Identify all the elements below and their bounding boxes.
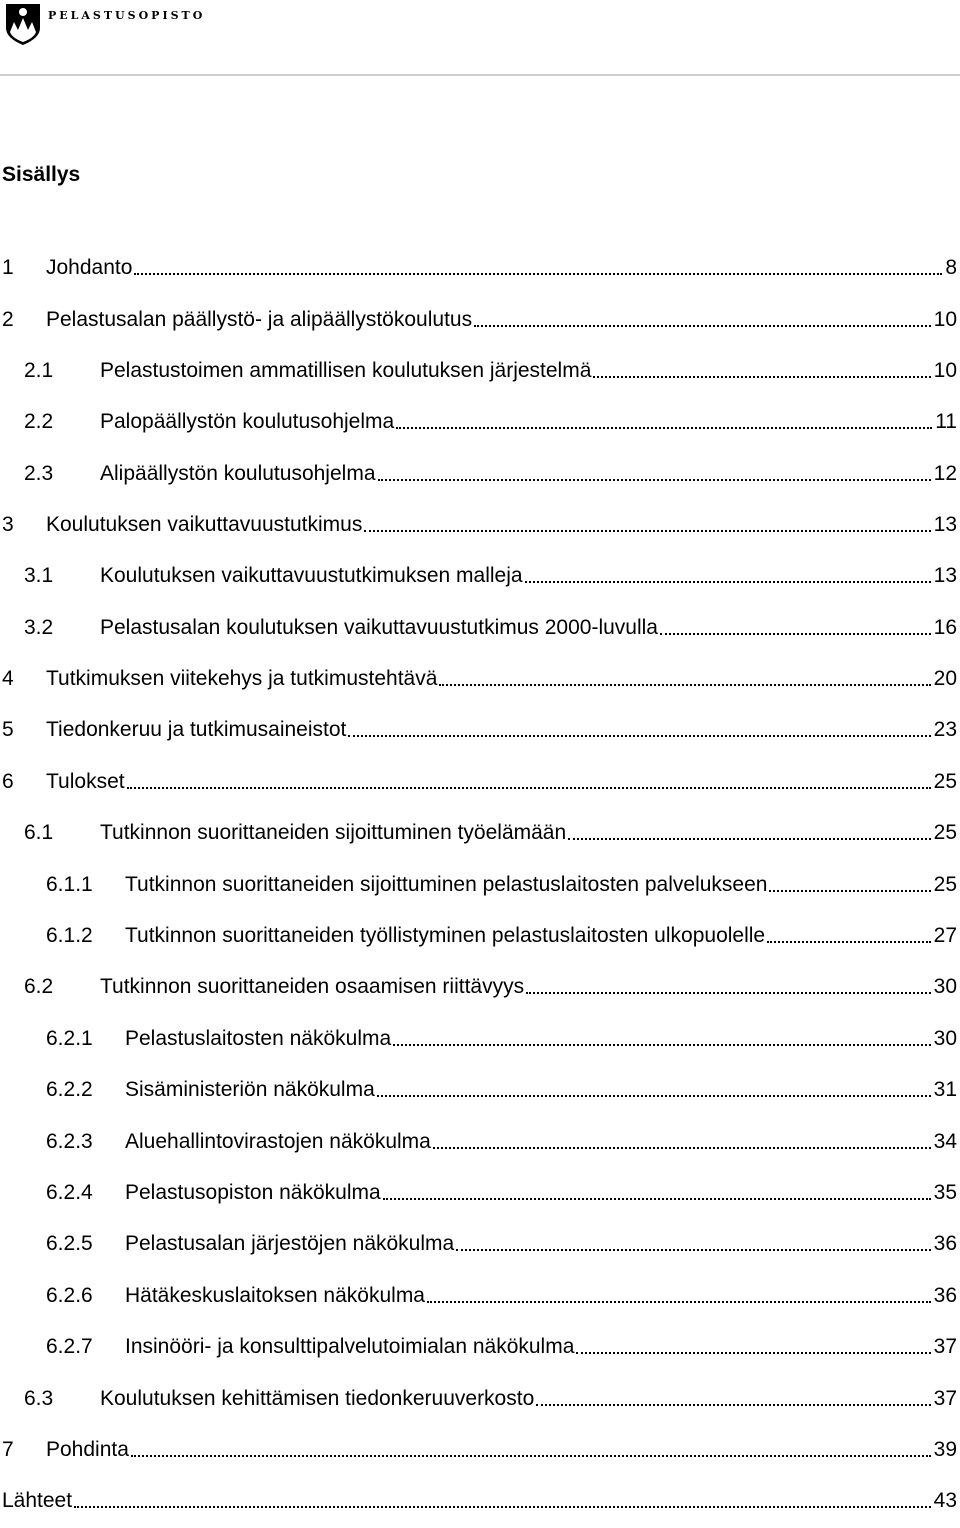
toc-entry-title: Tiedonkeruu ja tutkimusaineistot	[46, 715, 348, 745]
toc-entry-title: Pelastustoimen ammatillisen koulutuksen järjestelmä	[100, 356, 593, 386]
toc-entry-page: 43	[931, 1486, 957, 1516]
toc-entry-number: 6.2.6	[46, 1284, 93, 1307]
dot-leader	[427, 1281, 931, 1303]
toc-entry-page: 30	[931, 972, 957, 1002]
toc-entry-page: 11	[932, 407, 957, 437]
dot-leader	[660, 613, 931, 635]
dot-leader	[433, 1127, 931, 1149]
toc-entry-page: 30	[931, 1024, 957, 1054]
logo-text: PELASTUSOPISTO	[48, 9, 206, 22]
toc-entry-page: 13	[931, 561, 957, 591]
dot-leader	[393, 1024, 930, 1046]
dot-leader	[377, 1075, 931, 1097]
toc-entry-page: 13	[931, 510, 957, 540]
toc-entry[interactable]	[0, 818, 957, 848]
toc-entry-number: 3.2	[24, 616, 54, 639]
toc-entry-page: 36	[931, 1281, 957, 1311]
toc-entry-number: 3	[2, 513, 14, 536]
toc-title: Sisällys	[2, 163, 81, 186]
toc-entry-page: 34	[931, 1127, 957, 1157]
page-header	[0, 0, 960, 78]
dot-leader	[593, 356, 930, 378]
toc-entry-title: Pelastusalan päällystö- ja alipäällystökoulutus	[46, 305, 474, 335]
toc-entry-page: 37	[931, 1332, 957, 1362]
toc-entry-number: 2.3	[24, 462, 54, 485]
dot-leader	[456, 1229, 930, 1251]
toc-entry[interactable]	[0, 1486, 957, 1516]
dot-leader	[439, 664, 930, 686]
dot-leader	[127, 767, 931, 789]
toc-entry-page: 8	[942, 253, 957, 283]
toc-entry[interactable]	[0, 1075, 957, 1105]
dot-leader	[576, 1332, 930, 1354]
toc-entry-page: 31	[931, 1075, 957, 1105]
toc-entry-title: Pelastusalan koulutuksen vaikuttavuustutkimus 2000-luvulla	[100, 613, 660, 643]
toc-entry-number: 6.1.2	[46, 924, 93, 947]
toc-entry-number: 6	[2, 770, 14, 793]
toc-entry-title: Sisäministeriön näkökulma	[125, 1075, 377, 1105]
dot-leader	[526, 972, 931, 994]
dot-leader	[348, 715, 930, 737]
toc-entry-title: Alipäällystön koulutusohjelma	[100, 459, 378, 489]
toc-entry[interactable]	[0, 1332, 957, 1362]
toc-entry-title: Lähteet	[2, 1486, 74, 1516]
toc-entry-title: Hätäkeskuslaitoksen näkökulma	[125, 1281, 427, 1311]
toc-entry-title: Koulutuksen vaikuttavuustutkimuksen malleja	[100, 561, 525, 591]
dot-leader	[568, 818, 930, 840]
dot-leader	[383, 1178, 931, 1200]
toc-entry-number: 2.2	[24, 410, 54, 433]
toc-entry-title: Pelastusalan järjestöjen näkökulma	[125, 1229, 456, 1259]
dot-leader	[396, 407, 932, 429]
toc-entry-page: 27	[931, 921, 957, 951]
toc-entry-page: 37	[931, 1384, 957, 1414]
toc-entry-number: 2.1	[24, 359, 54, 382]
toc-entry[interactable]	[0, 1024, 957, 1054]
toc-entry[interactable]	[0, 715, 957, 745]
dot-leader	[131, 1435, 931, 1457]
toc-entry-number: 2	[2, 308, 14, 331]
dot-leader	[769, 870, 930, 892]
crest-icon	[4, 2, 42, 46]
toc-entry[interactable]	[0, 561, 957, 591]
toc-entry[interactable]	[0, 1178, 957, 1208]
toc-entry-title: Insinööri- ja konsulttipalvelutoimialan näkökulma	[125, 1332, 576, 1362]
dot-leader	[74, 1486, 931, 1508]
dot-leader	[364, 510, 930, 532]
dot-leader	[134, 253, 942, 275]
toc-entry-number: 5	[2, 718, 14, 741]
dot-leader	[536, 1384, 930, 1406]
toc-entry-number: 6.2.2	[46, 1078, 93, 1101]
dot-leader	[767, 921, 931, 943]
toc-entry-page: 16	[931, 613, 957, 643]
toc-entry-number: 6.1.1	[46, 873, 93, 896]
toc-entry-page: 25	[931, 767, 957, 797]
toc-entry[interactable]	[0, 1435, 957, 1465]
toc-entry[interactable]	[0, 1229, 957, 1259]
toc-entry-number: 4	[2, 667, 14, 690]
toc-entry[interactable]	[0, 921, 957, 951]
toc-entry-title: Palopäällystön koulutusohjelma	[100, 407, 396, 437]
toc-entry-page: 10	[931, 305, 957, 335]
toc-entry-page: 10	[931, 356, 957, 386]
toc-entry-title: Tulokset	[46, 767, 127, 797]
toc-entry[interactable]	[0, 253, 957, 283]
toc-entry-title: Pohdinta	[46, 1435, 131, 1465]
toc-entry-title: Aluehallintovirastojen näkökulma	[125, 1127, 433, 1157]
toc-entry-title: Tutkinnon suorittaneiden sijoittuminen työelämään	[100, 818, 568, 848]
dot-leader	[474, 305, 931, 327]
toc-entry[interactable]	[0, 356, 957, 386]
toc-entry-number: 6.2.5	[46, 1232, 93, 1255]
toc-entry-page: 35	[931, 1178, 957, 1208]
toc-entry-number: 3.1	[24, 564, 54, 587]
toc-entry-title: Tutkimuksen viitekehys ja tutkimustehtävä	[46, 664, 439, 694]
toc-entry-title: Tutkinnon suorittaneiden sijoittuminen pelastuslaitosten palvelukseen	[125, 870, 769, 900]
header-divider	[0, 74, 960, 76]
toc-entry-page: 36	[931, 1229, 957, 1259]
toc-entry-title: Pelastuslaitosten näkökulma	[125, 1024, 393, 1054]
toc-entry[interactable]	[0, 459, 957, 489]
toc-entry-number: 7	[2, 1438, 14, 1461]
toc-entry-page: 25	[931, 870, 957, 900]
toc-entry-number: 6.2	[24, 975, 54, 998]
toc-entry[interactable]	[0, 613, 957, 643]
toc-entry-number: 6.2.1	[46, 1027, 93, 1050]
toc-entry-page: 23	[931, 715, 957, 745]
toc-entry[interactable]	[0, 1281, 957, 1311]
dot-leader	[378, 459, 931, 481]
toc-entry[interactable]	[0, 1384, 957, 1414]
toc-entry[interactable]	[0, 305, 957, 335]
toc-entry-title: Tutkinnon suorittaneiden työllistyminen pelastuslaitosten ulkopuolelle	[125, 921, 767, 951]
toc-entry-number: 6.2.4	[46, 1181, 93, 1204]
toc-entry-page: 39	[931, 1435, 957, 1465]
dot-leader	[525, 561, 931, 583]
toc-entry[interactable]	[0, 1127, 957, 1157]
toc-entry-page: 25	[931, 818, 957, 848]
toc-entry-number: 6.2.7	[46, 1335, 93, 1358]
toc-entry[interactable]	[0, 664, 957, 694]
toc-entry[interactable]	[0, 510, 957, 540]
toc-entry[interactable]	[0, 972, 957, 1002]
toc-entry-title: Koulutuksen vaikuttavuustutkimus	[46, 510, 364, 540]
toc-entry-number: 6.2.3	[46, 1130, 93, 1153]
toc-entry-page: 12	[931, 459, 957, 489]
toc-entry-page: 20	[931, 664, 957, 694]
toc-entry-number: 6.3	[24, 1387, 54, 1410]
toc-entry-title: Johdanto	[46, 253, 134, 283]
toc-entry-title: Pelastusopiston näkökulma	[125, 1178, 383, 1208]
toc-entry[interactable]	[0, 870, 957, 900]
toc-entry[interactable]	[0, 407, 957, 437]
toc-entry[interactable]	[0, 767, 957, 797]
toc-entry-title: Koulutuksen kehittämisen tiedonkeruuverkosto	[100, 1384, 536, 1414]
toc-entry-title: Tutkinnon suorittaneiden osaamisen riittävyys	[100, 972, 526, 1002]
toc-entry-number: 6.1	[24, 821, 54, 844]
toc-entry-number: 1	[2, 256, 14, 279]
